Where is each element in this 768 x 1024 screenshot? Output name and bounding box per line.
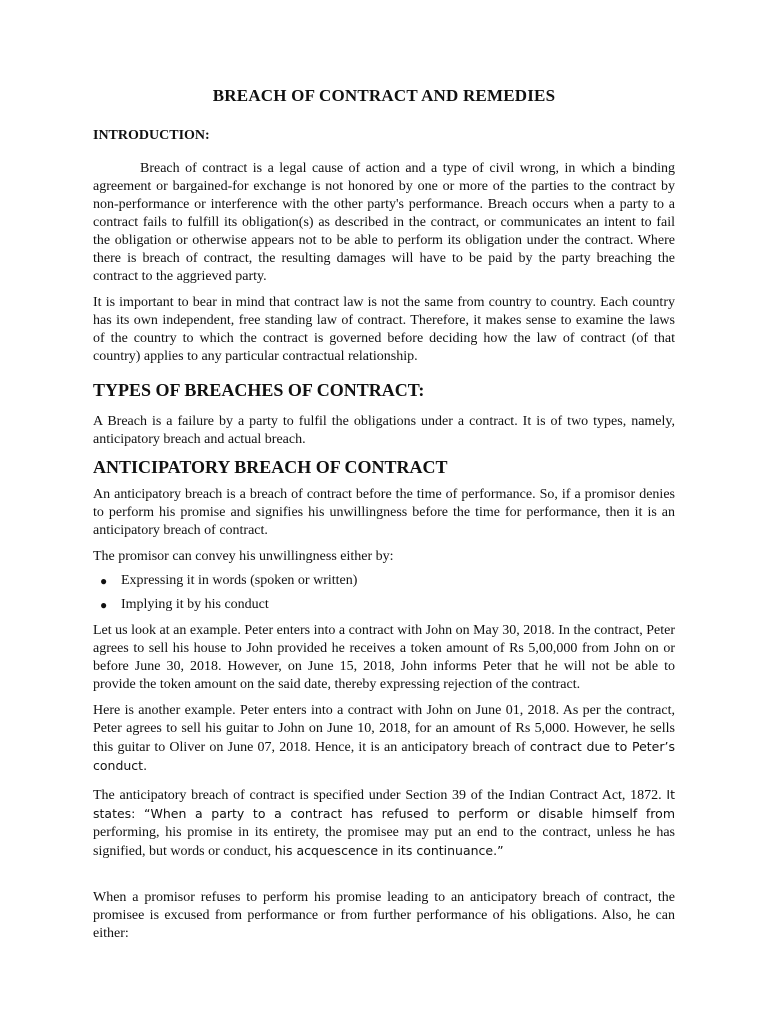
- list-item: [93, 572, 675, 590]
- bullet-icon: ●: [100, 574, 108, 588]
- example-paragraph-1: Let us look at an example. Peter enters into a contract with John on May 30, 2018. In the contract, Peter agrees to sell his house to John provided he receives a token amount of Rs 5,00,000 from John on or before June 30, 2018. However, on June 15, 2018, John informs Peter that he will not be able to provide the token amount on the said date, thereby expressing rejection of the contract.: [93, 623, 675, 692]
- introduction-heading: INTRODUCTION:: [93, 128, 210, 143]
- anticipatory-breach-heading: ANTICIPATORY BREACH OF CONTRACT: [93, 457, 448, 477]
- unwillingness-list: [93, 572, 675, 614]
- final-paragraph: When a promisor refuses to perform his promise leading to an anticipatory breach of contract, the promisee is excused from performance or from further performance of his obligations. Also, he can either:: [93, 890, 675, 941]
- document-title: BREACH OF CONTRACT AND REMEDIES: [212, 86, 556, 105]
- example-2-conclusion: contract due to Peter’s conduct.: [93, 739, 675, 773]
- section-39-intro: The anticipatory breach of contract is specified under Section 39 of the Indian Contract Act, 1872.: [93, 788, 662, 803]
- document-page: [93, 86, 675, 943]
- section-39-quote-start: It states: “When a party to a contract has refused to perform or disable himself from: [93, 787, 675, 821]
- section-39-paragraph: [93, 786, 675, 861]
- anticipatory-paragraph-2: The promisor can convey his unwillingness either by:: [93, 549, 394, 564]
- list-item-text: Implying it by his conduct: [121, 597, 269, 612]
- types-of-breaches-heading: TYPES OF BREACHES OF CONTRACT:: [93, 380, 425, 400]
- list-item-text: Expressing it in words (spoken or written): [121, 573, 358, 588]
- paragraph-spacer: [93, 861, 675, 889]
- intro-paragraph-2: It is important to bear in mind that contract law is not the same from country to country. Each country has its own independent, free standing law of contract. Therefore, it makes sense to examine the laws of the country to which the contract is governed before deciding how the law of contract (of that country) applies to any particular contractual relationship.: [93, 295, 675, 364]
- example-paragraph-2: [93, 702, 675, 776]
- anticipatory-paragraph-1: An anticipatory breach is a breach of contract before the time of performance. So, if a promisor denies to perform his promise and signifies his unwillingness before the time for performance, then it is an anticipatory breach of contract.: [93, 487, 675, 538]
- intro-paragraph-1: Breach of contract is a legal cause of action and a type of civil wrong, in which a binding agreement or bargained-for exchange is not honored by one or more of the parties to the contract by non-performance or interference with the other party's performance. Breach occurs when a party to a contract fails to fulfill its obligation(s) as described in the contract, or communicates an intent to fail the obligation or otherwise appears not to be able to perform its obligation under the contract. Where there is breach of contract, the resulting damages will have to be paid by the party breaching the contract to the aggrieved party.: [93, 161, 675, 284]
- section-39-quote-middle: performing, his promise in its entirety, the promisee may put an end to the contract, unless he has signified, but words or conduct,: [93, 825, 675, 859]
- list-item: [93, 596, 675, 614]
- example-2-text: Here is another example. Peter enters into a contract with John on June 01, 2018. As per the contract, Peter agrees to sell his guitar to John on June 10, 2018, for an amount of Rs 5,000. However, he sells this guitar to Oliver on June 07, 2018. Hence, it is an anticipatory breach of: [93, 703, 675, 755]
- types-paragraph: A Breach is a failure by a party to fulfil the obligations under a contract. It is of two types, namely, anticipatory breach and actual breach.: [93, 414, 675, 447]
- bullet-icon: ●: [100, 598, 108, 612]
- section-39-quote-end: his acquescence in its continuance.”: [274, 843, 504, 858]
